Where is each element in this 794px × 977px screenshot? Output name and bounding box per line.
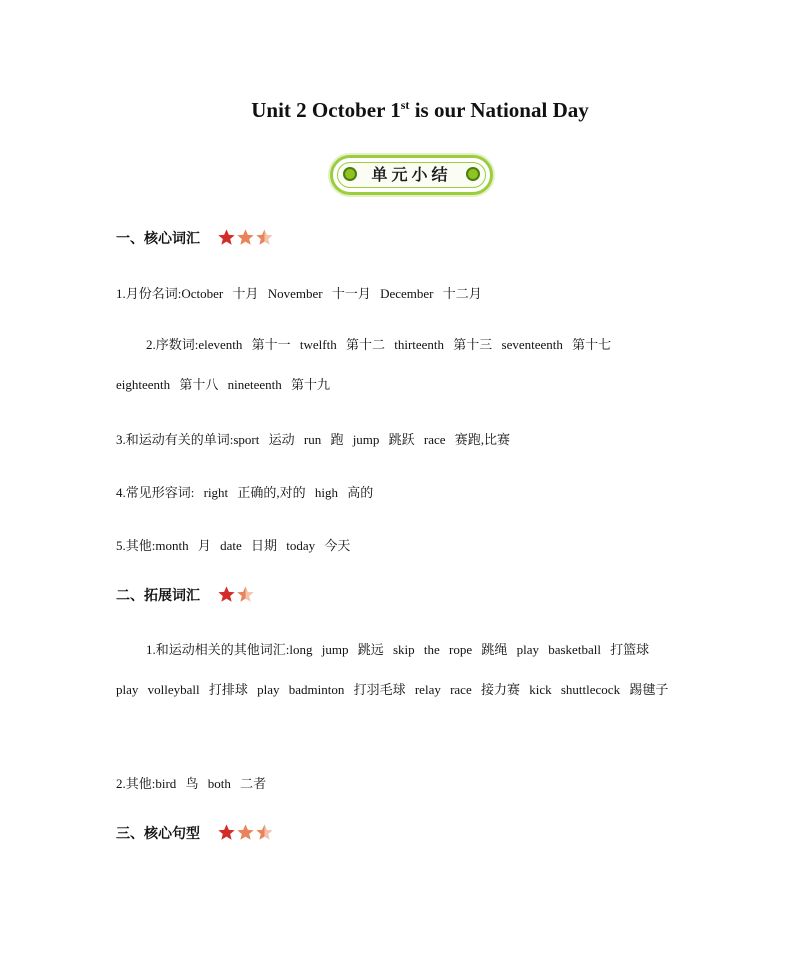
vocab-item: 2.其他:bird 鸟 both 二者 [116, 776, 267, 791]
vocab-item: 4.常见形容词: right 正确的,对的 high 高的 [116, 485, 374, 500]
unit-summary-badge [330, 155, 493, 195]
vocab-item: 3.和运动有关的单词:sport 运动 run 跑 jump 跳跃 race 赛跑,比赛 [116, 432, 511, 447]
rating-stars [217, 823, 274, 846]
page-title: Unit 2 October 1st is our National Day [251, 98, 589, 122]
rating-stars [217, 228, 274, 251]
half-star-icon [255, 228, 274, 247]
star-icon [217, 585, 236, 604]
half-star-icon [236, 585, 255, 604]
half-star-icon [255, 823, 274, 842]
badge-label: 单元小结 [371, 165, 452, 184]
vocab-item: 1.和运动相关的其他词汇:long jump 跳远 skip the rope 跳绳 play basketball 打篮球 play volleyball 打排球 play badminton 打羽毛球 relay race 接力赛 kick shuttlecock 踢毽子 [116, 642, 669, 697]
star-icon [217, 823, 236, 842]
rating-stars [217, 585, 255, 608]
section-heading-ext-vocab: 二、拓展词汇 [116, 585, 255, 608]
star-icon [217, 228, 236, 247]
star-icon [236, 823, 255, 842]
section-heading-core-sentences: 三、核心句型 [116, 823, 274, 846]
green-dot-icon [466, 167, 480, 181]
vocab-item: 1.月份名词:October 十月 November 十一月 December 十二月 [116, 286, 482, 301]
vocab-item: 5.其他:month 月 date 日期 today 今天 [116, 538, 351, 553]
vocab-item: 2.序数词:eleventh 第十一 twelfth 第十二 thirteenth 第十三 seventeenth 第十七 eighteenth 第十八 nineteenth 第十九 [116, 337, 612, 392]
section-heading-core-vocab: 一、核心词汇 [116, 228, 274, 251]
star-icon [236, 228, 255, 247]
